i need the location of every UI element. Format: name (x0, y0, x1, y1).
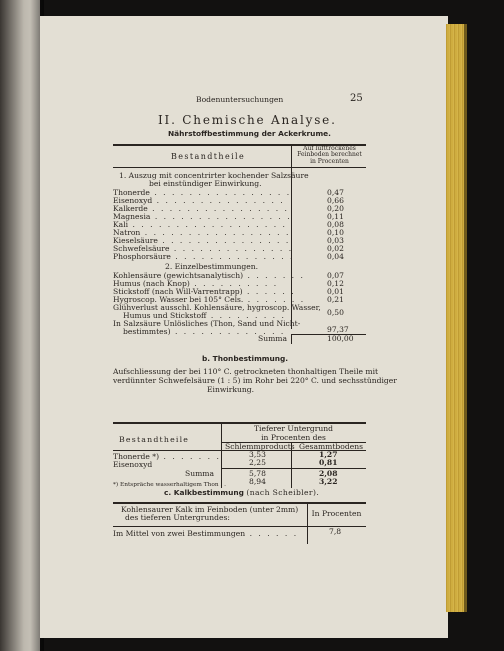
section-b-text: Aufschliessung der bei 110° C. getrockneten thonhaltigen Theile mit verdünnter Schwefelsäure (1 : 5) im Rohr bei 220° C. und sechsstündiger Einwirkung. (113, 367, 397, 394)
column-header-schlemm: Schlemmproducts (225, 442, 295, 451)
table-row: Glühverlust ausschl. Kohlensäure, hygroscop. Wasser, (113, 303, 321, 312)
cell: 8,94 (249, 477, 266, 486)
table-row: Stickstoff (nach Will-Varrentrapp) . . . . . . 0,01 (113, 287, 344, 296)
cell: 5,78 (249, 469, 266, 478)
cell: 2,25 (249, 458, 266, 467)
column-header-bestandtheile: Bestandtheile (119, 435, 190, 444)
table-row: Eisenoxyd (113, 460, 153, 469)
cell: 1,27 (319, 450, 338, 459)
column-header-percent: Auf lufttrockenes Feinboden berechnet in Procenten (297, 145, 362, 165)
thon-footnote-row (113, 478, 366, 488)
section-b-heading: b. Thonbestimmung. (202, 354, 289, 363)
kalk-value: 7,8 (329, 527, 342, 536)
table-row: Hygroscop. Wasser bei 105° Cels. . . . . . . . 0,21 (113, 295, 344, 304)
table-row: Phosphorsäure . . . . . . . . . . . . . . 0,04 (113, 252, 344, 261)
column-header-percent: In Procenten (311, 509, 362, 518)
table-row: bestimmtes) . . . . . . . . . . . . . 97,37 (123, 325, 349, 336)
table-row: In Salzsäure Unlösliches (Thon, Sand und Nicht- (113, 319, 301, 328)
sum-label: Summa (258, 334, 288, 343)
table-row: Kalkerde . . . . . . . . . . . . . . . . 0,20 (113, 204, 344, 213)
nutrient-table (113, 144, 366, 343)
table-row: Thonerde *) . . . . . . . (113, 452, 221, 461)
kalk-table (113, 502, 366, 544)
sum-value: 100,00 (327, 334, 354, 343)
section-title: II. Chemische Analyse. (158, 113, 337, 127)
table-row: Magnesia . . . . . . . . . . . . . . . . 0,11 (113, 212, 344, 221)
cell: 3,22 (319, 477, 338, 486)
group1-heading-line2: bei einstündiger Einwirkung. (149, 179, 262, 188)
header-line2: in Procenten des (261, 433, 326, 442)
table-row: Thonerde . . . . . . . . . . . . . . . . 0,47 (113, 188, 344, 197)
cell: 2,08 (319, 469, 338, 478)
table-row: Kohlensäure (gewichtsanalytisch) . . . . . . . 0,07 (113, 271, 344, 280)
column-header-gesamt: Gesammtbodens (299, 442, 364, 451)
table-row: Humus und Stickstoff . . . . . . . . . 0,50 (123, 308, 344, 320)
table-row: Schwefelsäure . . . . . . . . . . . . . . 0,02 (113, 244, 344, 253)
kalk-label-line2: des tieferen Untergrundes: (125, 513, 230, 522)
sum-label: Summa (185, 469, 215, 478)
table-row: Natron . . . . . . . . . . . . . . . . . 0,10 (113, 228, 344, 237)
group2-heading: 2. Einzelbestimmungen. (165, 262, 259, 271)
page-number: 25 (350, 93, 363, 104)
table-row: Humus (nach Knop) . . . . . . . . . . 0,12 (113, 279, 344, 288)
footnote: *) Entspräche wasserhaltigem Thon . . (113, 482, 226, 488)
section-c-heading: c. Kalkbestimmung (nach Scheibler). (164, 488, 320, 497)
table-row: Kieselsäure . . . . . . . . . . . . . . . 0,03 (113, 236, 344, 245)
table-row: Eisenoxyd . . . . . . . . . . . . . . . 0,66 (113, 196, 344, 205)
table-row: Im Mittel von zwei Bestimmungen . . . . . . (113, 529, 299, 538)
thon-table (113, 422, 366, 478)
kalk-label-line1: Kohlensaurer Kalk im Feinboden (unter 2mm) (121, 505, 299, 514)
cell: 0,81 (319, 458, 338, 467)
section-subtitle: Nährstoffbestimmung der Ackerkrume. (168, 129, 331, 138)
header-line1: Tieferer Untergrund (253, 424, 334, 433)
cell: 3,53 (249, 450, 266, 459)
running-head: Bodenuntersuchungen (196, 95, 284, 104)
group1-heading-line1: 1. Auszug mit concentrirter kochender Salzsäure (119, 171, 309, 180)
column-header-bestandtheile: Bestandtheile (171, 152, 246, 161)
gilded-page-edges (446, 24, 467, 612)
table-row: Kali . . . . . . . . . . . . . . . . . . 0,08 (113, 220, 344, 229)
